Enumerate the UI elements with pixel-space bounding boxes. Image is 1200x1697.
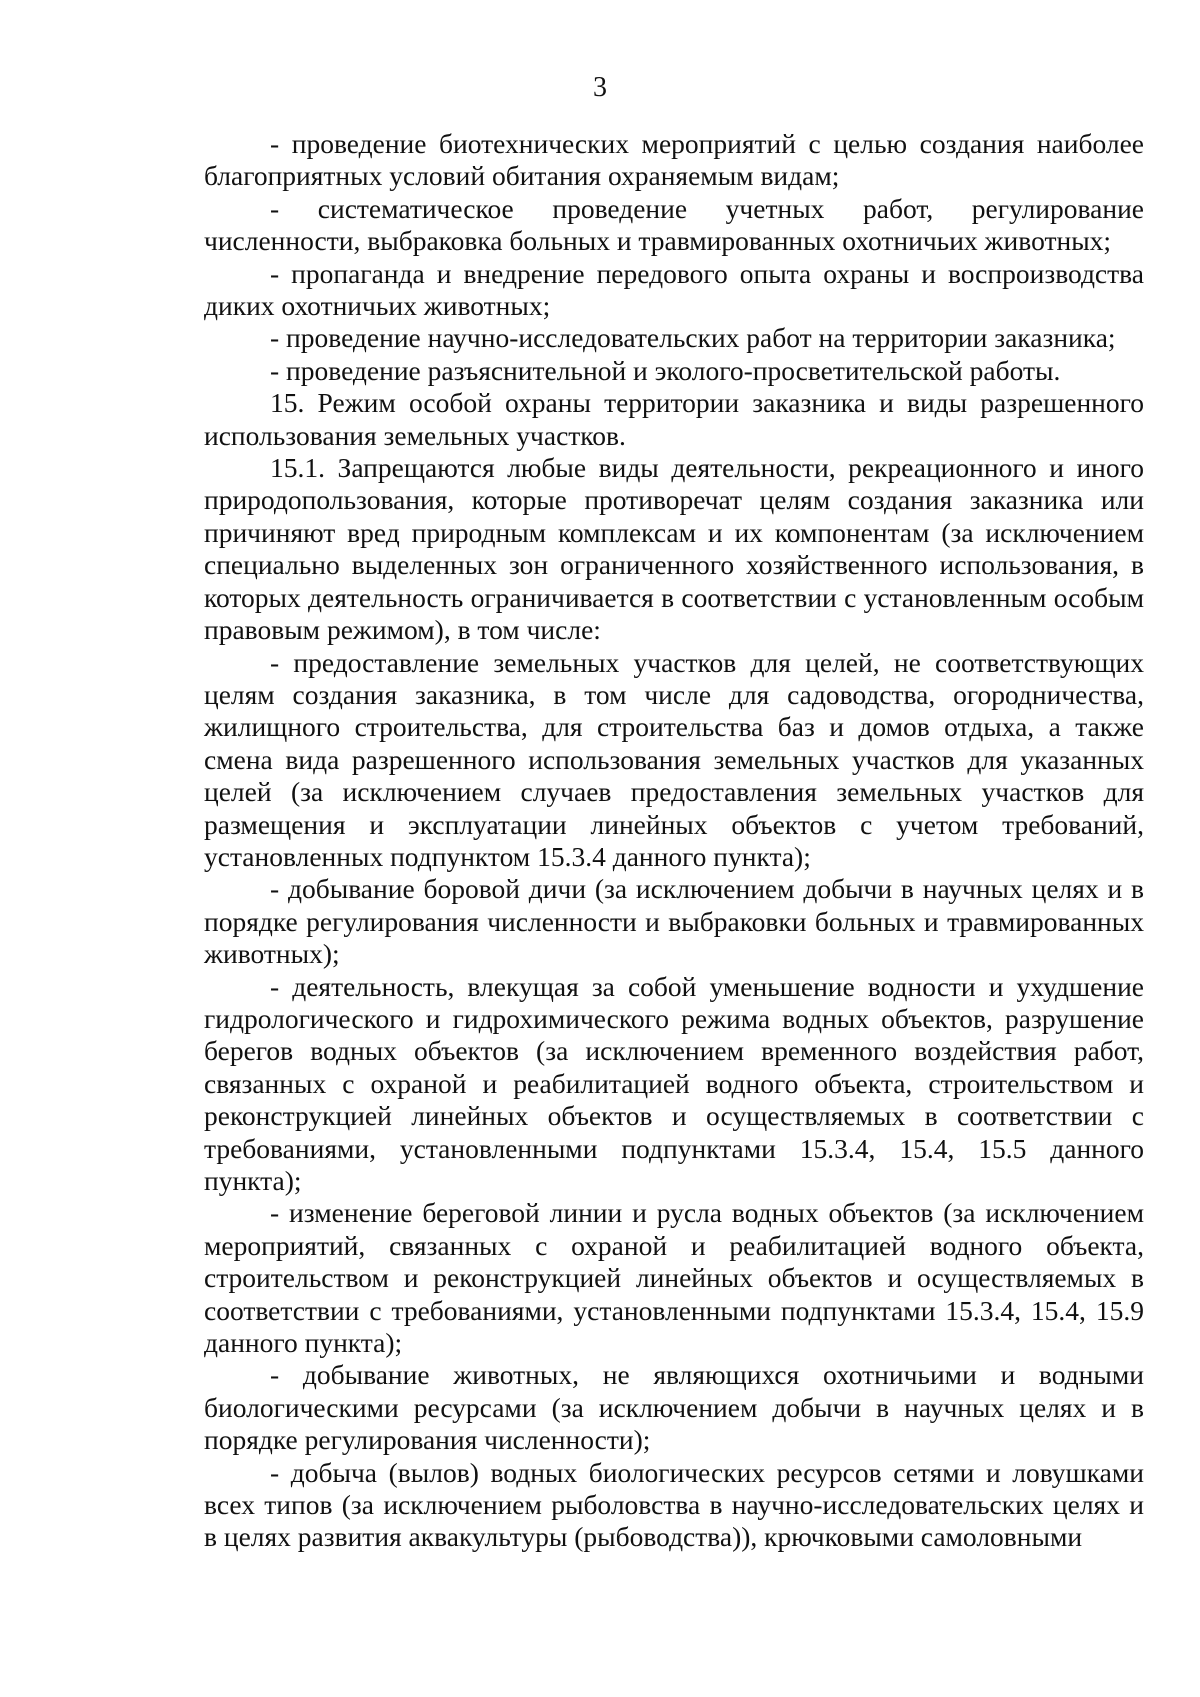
list-item-land-plots: - предоставление земельных участков для целей, не соответствующих целям создания заказника, в том числе для садоводства, огородничества, жилищного строительства, для строительства баз и домов отдыха, а также смена вида разрешенного использования земельных участков для указанных целей (за исключением случаев предоставления земельных участков для размещения и эксплуатации линейных объектов с учетом требований, установленных подпунктом 15.3.4 данного пункта); [204, 646, 1144, 872]
list-item-animal-hunting: - добывание животных, не являющихся охотничьими и водными биологическими ресурсами (за исключением добычи в научных целях и в порядке регулирования численности); [204, 1359, 1144, 1456]
paragraph-biotechnical-measures: - проведение биотехнических мероприятий с целью создания наиболее благоприятных условий обитания охраняемым видам; [204, 128, 1144, 192]
paragraph-15-1: 15.1. Запрещаются любые виды деятельности, рекреационного и иного природопользования, которые противоречат целям создания заказника или причиняют вред природным комплексам и их компонентам (за исключением специально выделенных зон ограниченного хозяйственного использования, в которых деятельность ограничивается в соответствии с установленным особым правовым режимом), в том числе: [204, 452, 1144, 646]
page-number: 3 [593, 72, 607, 103]
list-item-water-regime: - деятельность, влекущая за собой уменьшение водности и ухудшение гидрологического и гидрохимического режима водных объектов, разрушение берегов водных объектов (за исключением временного воздействия работ, связанных с охраной и реабилитацией водного объекта, строительством и реконструкцией линейных объектов и осуществляемых в соответствии с требованиями, установленными подпунктами 15.3.4, 15.4, 15.5 данного пункта); [204, 970, 1144, 1196]
paragraph-research-works: - проведение научно-исследовательских работ на территории заказника; [270, 322, 1116, 354]
list-item-game-hunting: - добывание боровой дичи (за исключением добычи в научных целях и в порядке регулирования численности и выбраковки больных и травмированных животных); [204, 873, 1144, 970]
list-item-shoreline-change: - изменение береговой линии и русла водных объектов (за исключением мероприятий, связанных с охраной и реабилитацией водного объекта, строительством и реконструкцией линейных объектов и осуществляемых в соответствии с требованиями, установленными подпунктами 15.3.4, 15.4, 15.9 данного пункта); [204, 1197, 1144, 1359]
paragraph-propaganda: - пропаганда и внедрение передового опыта охраны и воспроизводства диких охотничьих животных; [204, 257, 1144, 322]
paragraph-educational-work: - проведение разъяснительной и эколого-просветительской работы. [270, 354, 1061, 386]
list-item-fishing: - добыча (вылов) водных биологических ресурсов сетями и ловушками всех типов (за исключением рыболовства в научно-исследовательских целях и в целях развития аквакультуры (рыбоводства)), крючковыми самоловными [204, 1456, 1144, 1553]
document-body [204, 128, 1144, 1554]
section-heading-15: 15. Режим особой охраны территории заказника и виды разрешенного использования земельных участков. [204, 387, 1144, 451]
paragraph-accounting-works: - систематическое проведение учетных работ, регулирование численности, выбраковка больных и травмированных охотничьих животных; [204, 192, 1144, 257]
